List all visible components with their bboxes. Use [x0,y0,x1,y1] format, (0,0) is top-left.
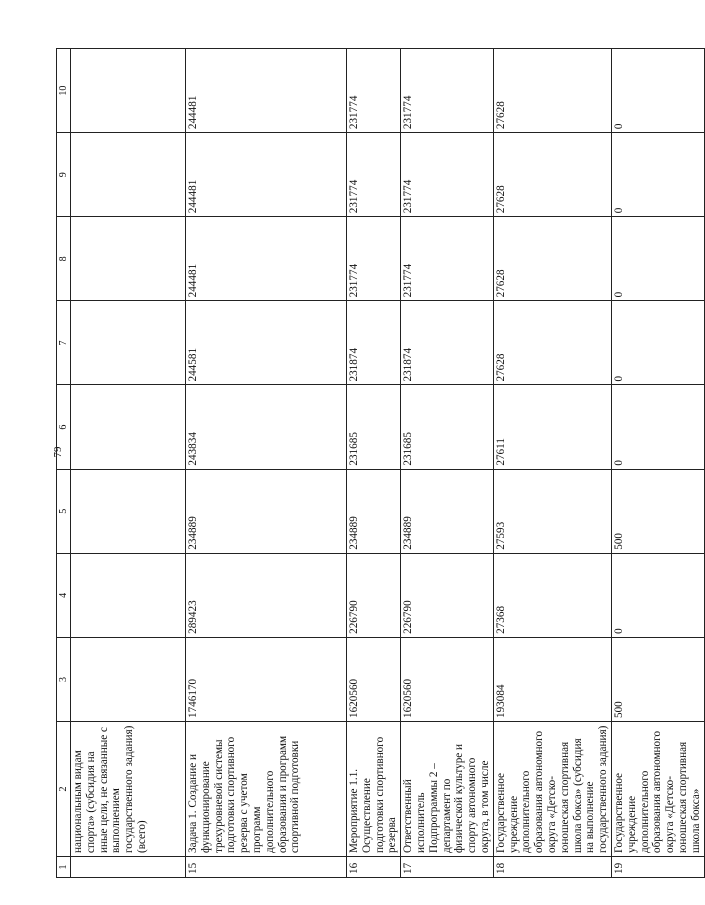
table-row [401,49,494,878]
value-cell: 1620560 [347,637,401,721]
value-cell [71,553,186,637]
header-cell: 1 [57,857,71,878]
value-cell: 231774 [401,217,494,301]
row-name: Мероприятие 1.1. Осуществление подготовки спортивного резерва [347,722,401,857]
value-cell: 289423 [186,553,347,637]
column-number-header [57,49,71,878]
value-cell: 0 [611,301,704,385]
value-cell: 231774 [401,49,494,133]
value-cell: 243834 [186,385,347,469]
header-cell: 10 [57,49,71,133]
value-cell: 226790 [401,553,494,637]
header-cell: 9 [57,133,71,217]
row-name: Государственное учреждение дополнительного образования автономного округа «Детско-юношеская спортивная школа бокса» [611,722,704,857]
row-number: 16 [347,857,401,878]
value-cell [71,385,186,469]
table-row [71,49,186,878]
value-cell [71,133,186,217]
header-cell: 7 [57,301,71,385]
value-cell: 244481 [186,133,347,217]
value-cell: 231685 [401,385,494,469]
value-cell [71,217,186,301]
row-number: 19 [611,857,704,878]
value-cell: 226790 [347,553,401,637]
value-cell: 231774 [347,49,401,133]
value-cell: 231774 [347,133,401,217]
row-name: Задача 1. Создание и функционирование трехуровневой системы подготовки спортивного резерва с учетом программ дополнительного образования и программ спортивной подготовки [186,722,347,857]
table-row [347,49,401,878]
value-cell: 27611 [493,385,611,469]
value-cell: 244481 [186,217,347,301]
value-cell: 27628 [493,133,611,217]
value-cell [71,637,186,721]
value-cell: 27628 [493,301,611,385]
header-cell: 4 [57,553,71,637]
value-cell: 234889 [401,469,494,553]
header-cell: 6 [57,385,71,469]
value-cell: 27593 [493,469,611,553]
value-cell: 193084 [493,637,611,721]
table-row [493,49,611,878]
value-cell: 234889 [186,469,347,553]
value-cell: 234889 [347,469,401,553]
header-cell: 2 [57,722,71,857]
value-cell: 231685 [347,385,401,469]
row-name: Государственное учреждение дополнительного образования автономного округа «Детско-юношеская спортивная школа бокса» (субсидия на выполнение государственного задания) [493,722,611,857]
value-cell [71,469,186,553]
value-cell [71,49,186,133]
table-row [611,49,704,878]
header-cell: 3 [57,637,71,721]
budget-table [56,48,705,878]
row-number: 18 [493,857,611,878]
value-cell: 244581 [186,301,347,385]
row-number: 15 [186,857,347,878]
value-cell: 231874 [401,301,494,385]
row-name: национальным видам спорта» (субсидия на иные цели, не связанные с выполнением государственного задания) (всего) [71,722,186,857]
row-number [71,857,186,878]
value-cell: 27628 [493,49,611,133]
value-cell: 500 [611,637,704,721]
row-name: Ответственный исполнитель Подпрограммы 2 – департамент по физической культуре и спорту автономного округа, в том числе [401,722,494,857]
value-cell: 0 [611,385,704,469]
value-cell: 0 [611,49,704,133]
value-cell: 0 [611,217,704,301]
value-cell [71,301,186,385]
table-row [186,49,347,878]
page-number: 79 [52,446,64,458]
value-cell: 231874 [347,301,401,385]
value-cell: 1746170 [186,637,347,721]
value-cell: 0 [611,553,704,637]
header-cell: 8 [57,217,71,301]
value-cell: 27628 [493,217,611,301]
rotated-table-page [56,48,702,878]
value-cell: 0 [611,133,704,217]
value-cell: 27368 [493,553,611,637]
row-number: 17 [401,857,494,878]
value-cell: 244481 [186,49,347,133]
value-cell: 231774 [401,133,494,217]
header-cell: 5 [57,469,71,553]
value-cell: 500 [611,469,704,553]
value-cell: 231774 [347,217,401,301]
value-cell: 1620560 [401,637,494,721]
